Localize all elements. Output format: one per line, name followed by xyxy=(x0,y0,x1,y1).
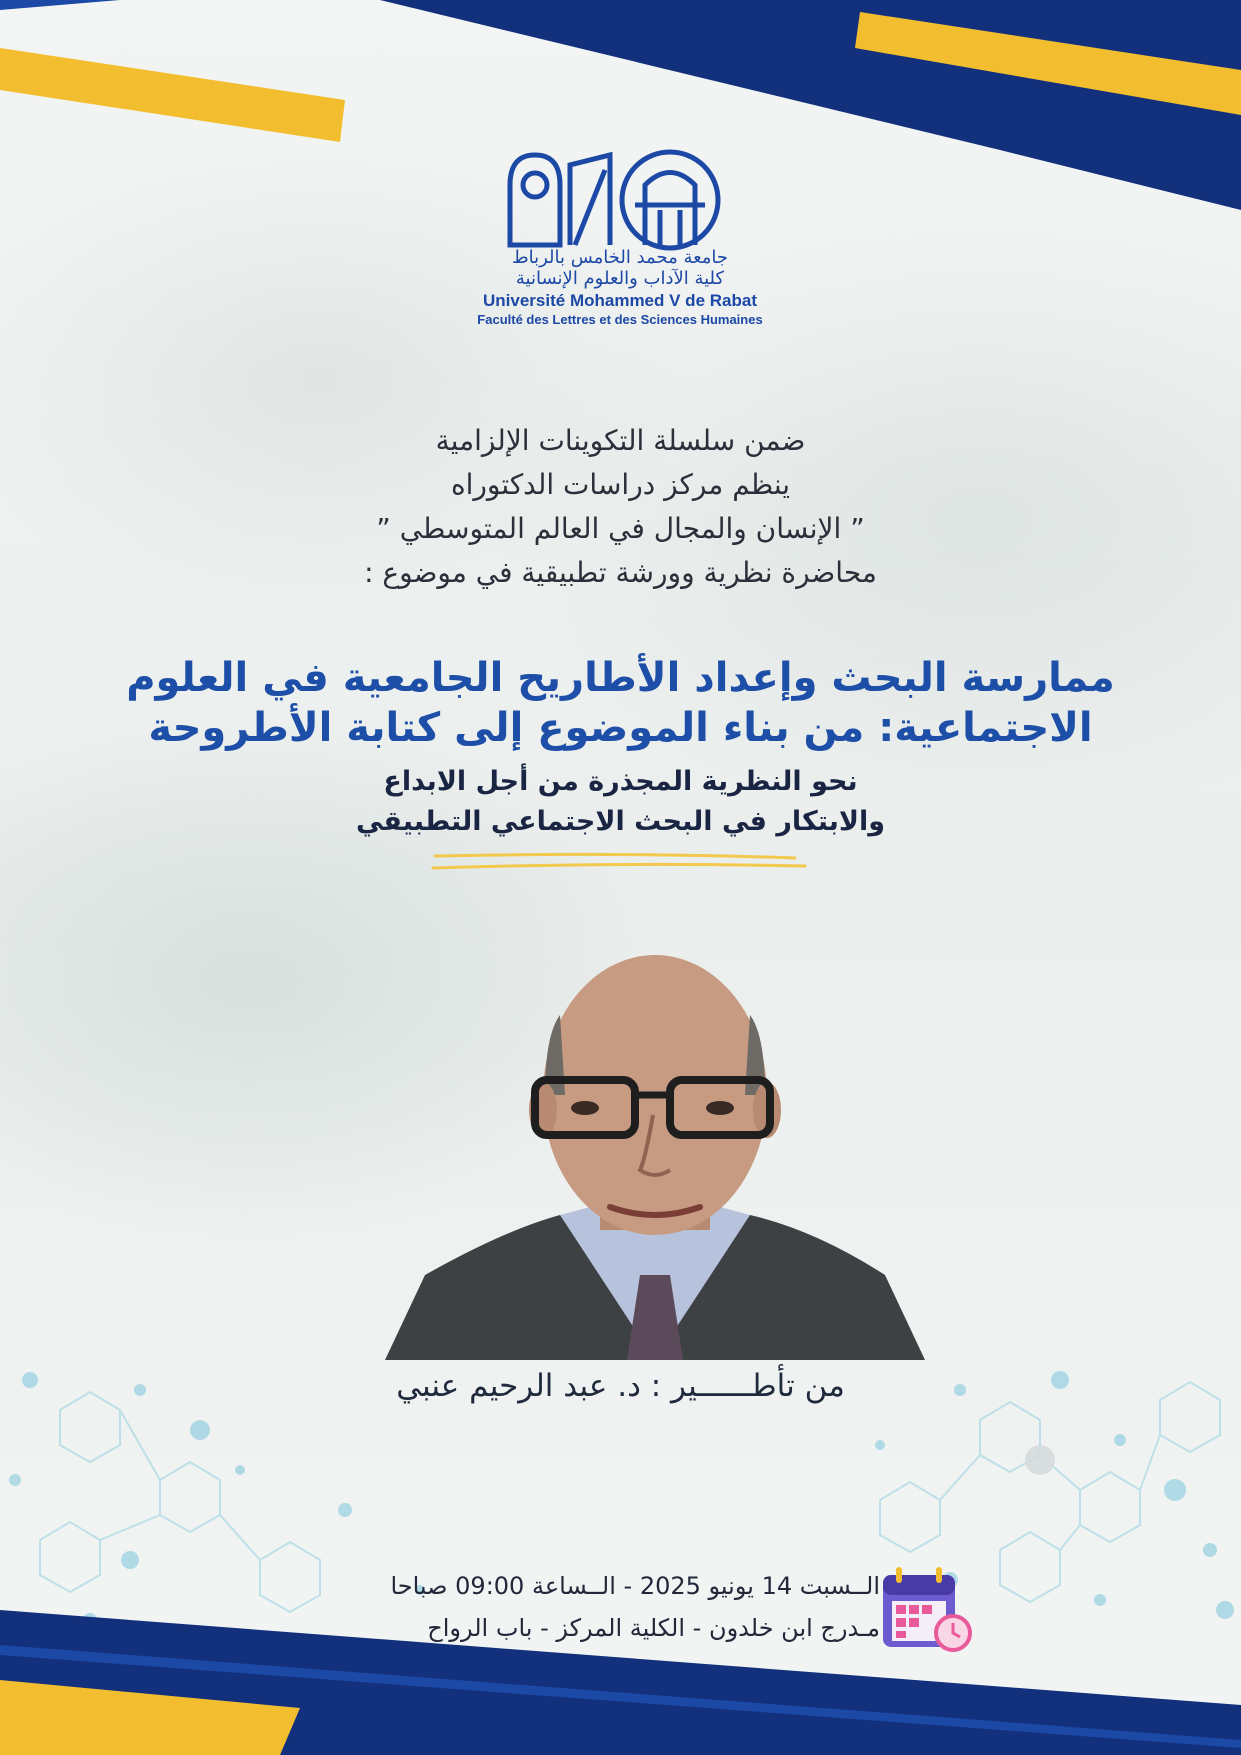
event-date-line: الــسبت 14 يونيو 2025 - الــساعة 09:00 صباحا xyxy=(390,1572,880,1600)
intro-line-4: محاضرة نظرية وورشة تطبيقية في موضوع : xyxy=(364,556,877,589)
top-left-blue-corner xyxy=(0,0,120,10)
intro-line-2: ينظم مركز دراسات الدكتوراه xyxy=(450,468,791,501)
subtitle-line-2: والابتكار في البحث الاجتماعي التطبيقي xyxy=(355,806,886,837)
title-line-2: الاجتماعية: من بناء الموضوع إلى كتابة الأطروحة xyxy=(148,705,1093,751)
intro-line-3: ” الإنسان والمجال في العالم المتوسطي ” xyxy=(376,512,865,545)
logo-french-line1: Université Mohammed V de Rabat xyxy=(483,291,757,310)
presenter-line: من تأطــــــير : د. عبد الرحيم عنبي xyxy=(396,1368,845,1404)
event-venue-line: مـدرج ابن خلدون - الكلية المركز - باب الرواح xyxy=(427,1614,880,1642)
logo-arabic-line2: كلية الآداب والعلوم الإنسانية xyxy=(515,268,725,289)
top-left-yellow-stripe xyxy=(0,48,345,142)
presenter-photo xyxy=(385,945,925,1360)
logo-arabic-line1: جامعة محمد الخامس بالرباط xyxy=(511,247,729,268)
logo-french-line2: Faculté des Lettres et des Sciences Humaines xyxy=(477,312,763,327)
university-logo xyxy=(500,145,740,255)
intro-line-1: ضمن سلسلة التكوينات الإلزامية xyxy=(435,424,806,457)
subtitle-underline xyxy=(425,852,815,874)
title-line-1: ممارسة البحث وإعداد الأطاريح الجامعية في العلوم xyxy=(126,655,1115,701)
calendar-icon xyxy=(878,1565,978,1655)
subtitle-line-1: نحو النظرية المجذرة من أجل الابداع xyxy=(383,766,858,797)
